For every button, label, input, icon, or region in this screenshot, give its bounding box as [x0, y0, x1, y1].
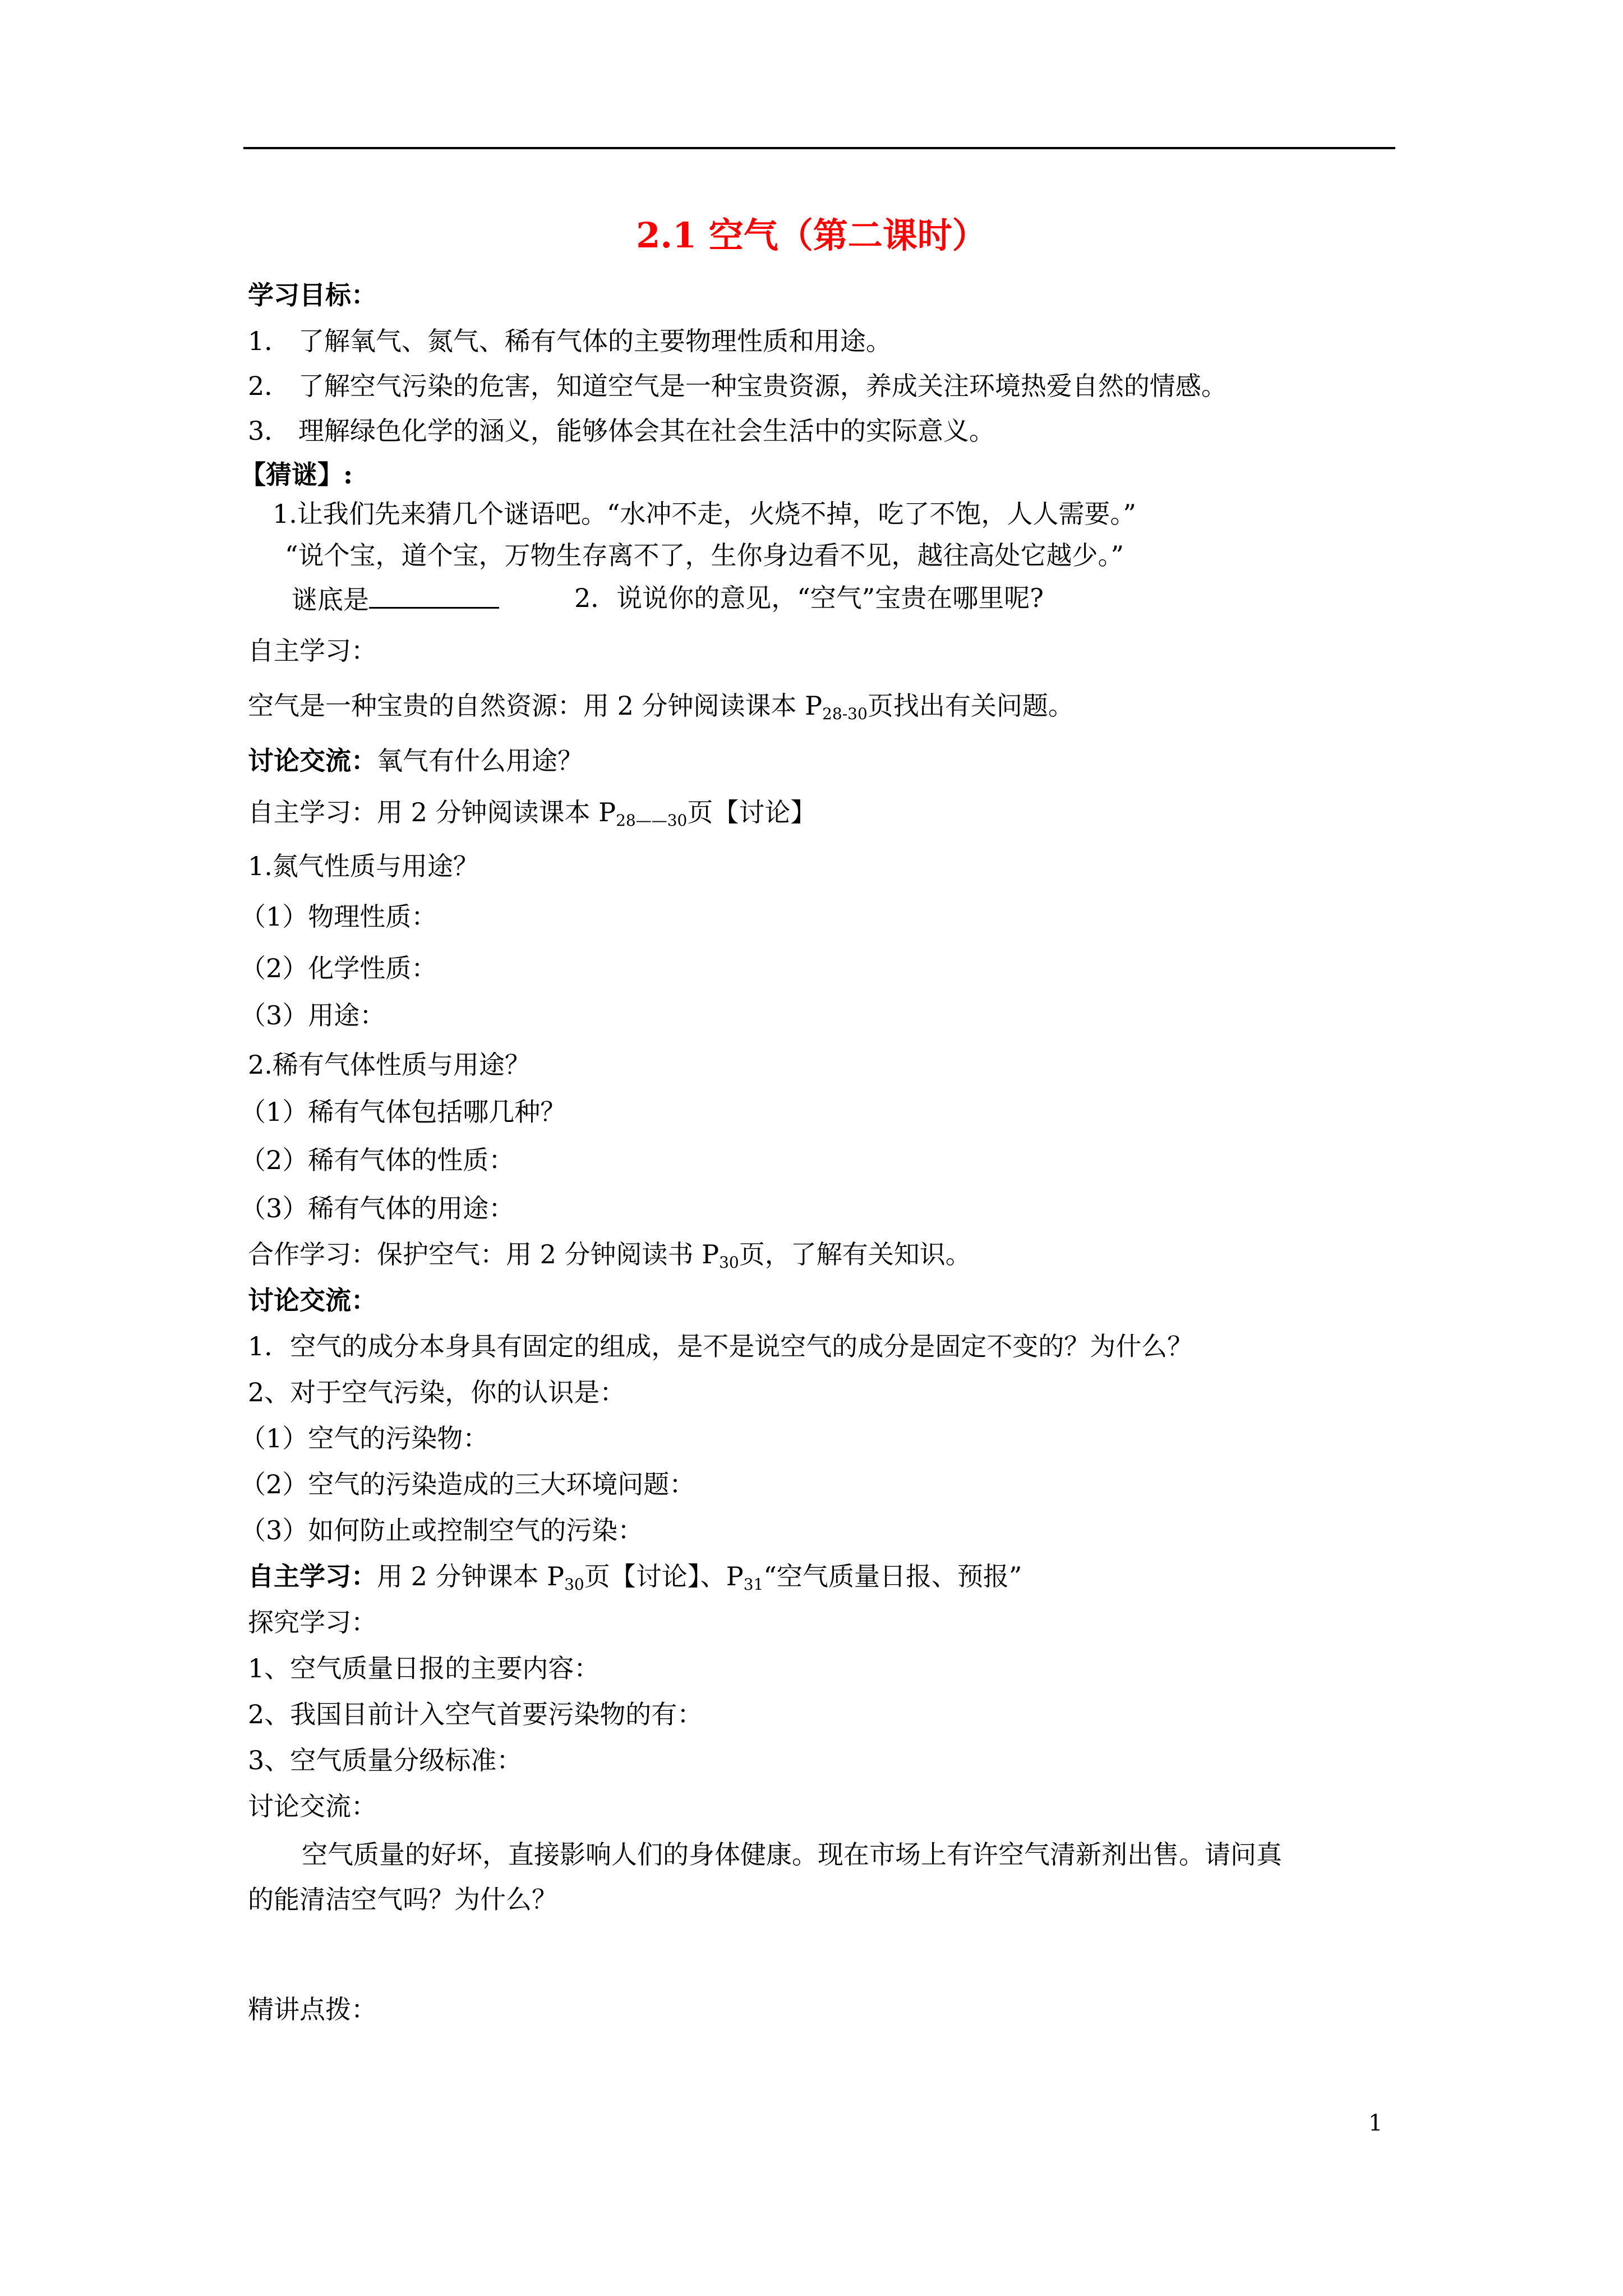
- self-study-2-text: 自主学习：用 2 分钟阅读课本 P: [248, 797, 616, 827]
- page-subscript: 30: [564, 1575, 584, 1594]
- discussion-3-paragraph-line-2: 的能清洁空气吗？为什么？: [248, 1884, 557, 1915]
- header-rule: [243, 147, 1395, 149]
- self-study-resource-text: 空气是一种宝贵的自然资源：用 2 分钟阅读课本 P: [248, 691, 823, 721]
- noble-gases-question: 2.稀有气体性质与用途？: [248, 1050, 531, 1080]
- cooperative-text: 合作学习：保护空气：用 2 分钟阅读书 P: [248, 1239, 720, 1269]
- page-subscript: 31: [743, 1575, 764, 1594]
- page-range-subscript: 28-30: [822, 705, 868, 723]
- noble-gases-item-2: （2）稀有气体的性质：: [240, 1145, 515, 1175]
- self-study-3-text-c: “空气质量日报、预报”: [763, 1561, 1022, 1591]
- self-study-3-label: 自主学习：: [248, 1561, 377, 1591]
- discussion-3-heading: 讨论交流：: [248, 1791, 377, 1821]
- objective-item-1: 1． 了解氧气、氮气、稀有气体的主要物理性质和用途。: [248, 326, 892, 356]
- self-study-2-suffix: 页【讨论】: [687, 797, 817, 827]
- objective-item-2: 2． 了解空气污染的危害，知道空气是一种宝贵资源，养成关注环境热爱自然的情感。: [248, 371, 1227, 401]
- discussion-2-question-2: 2、对于空气污染，你的认识是：: [248, 1377, 626, 1407]
- riddle-question-2: 2．说说你的意见，“空气”宝贵在哪里呢?: [574, 583, 1044, 613]
- noble-gases-item-3: （3）稀有气体的用途：: [240, 1193, 515, 1223]
- page-subscript: 30: [719, 1253, 739, 1272]
- document-title: 2.1 空气（第二课时）: [636, 215, 987, 256]
- self-study-3-line: [248, 1559, 1022, 1593]
- page-number: 1: [1368, 2110, 1383, 2136]
- cooperative-suffix: 页，了解有关知识。: [739, 1239, 971, 1269]
- objectives-heading: 学习目标：: [248, 280, 377, 310]
- riddle-answer-label: 谜底是: [292, 585, 369, 615]
- nitrogen-item-1: （1）物理性质：: [240, 901, 437, 932]
- noble-gases-item-1: （1）稀有气体包括哪几种？: [240, 1097, 566, 1127]
- nitrogen-question: 1.氮气性质与用途？: [248, 851, 479, 881]
- explore-item-3: 3、空气质量分级标准：: [248, 1745, 523, 1775]
- riddle-answer-blank: [369, 581, 499, 609]
- explore-item-2: 2、我国目前计入空气首要污染物的有：: [248, 1699, 703, 1729]
- pollution-item-2: （2）空气的污染造成的三大环境问题：: [240, 1469, 695, 1499]
- discussion-2-heading: 讨论交流：: [248, 1285, 377, 1315]
- discussion-oxygen-question: 氧气有什么用途？: [377, 746, 583, 776]
- self-study-3-text-b: 页【讨论】、P: [584, 1561, 744, 1591]
- self-study-resource-line: [248, 689, 1074, 723]
- self-study-discussion-line: [248, 795, 816, 829]
- riddle-line-1: 1.让我们先来猜几个谜语吧。“水冲不走，火烧不掉，吃了不饱，人人需要。”: [273, 499, 1136, 529]
- page-range-subscript: 28——30: [616, 811, 688, 830]
- key-points-heading: 精讲点拨：: [248, 1994, 377, 2024]
- discussion-label: 讨论交流：: [248, 746, 377, 776]
- objective-item-3: 3． 理解绿色化学的涵义，能够体会其在社会生活中的实际意义。: [248, 416, 995, 446]
- riddle-line-2: “说个宝，道个宝，万物生存离不了，生你身边看不见，越往高处它越少。”: [285, 540, 1124, 570]
- riddle-answer-row: [292, 581, 499, 616]
- pollution-item-3: （3）如何防止或控制空气的污染：: [240, 1515, 644, 1545]
- self-study-heading: 自主学习：: [248, 636, 377, 666]
- nitrogen-item-3: （3）用途：: [240, 1000, 386, 1030]
- riddle-heading: 【猜谜】:: [240, 459, 353, 490]
- nitrogen-item-2: （2）化学性质：: [240, 953, 437, 983]
- pollution-item-1: （1）空气的污染物：: [240, 1423, 489, 1453]
- cooperative-study-line: [248, 1237, 971, 1271]
- discussion-3-paragraph-line-1: 空气质量的好坏，直接影响人们的身体健康。现在市场上有许空气清新剂出售。请问真: [302, 1839, 1282, 1870]
- discussion-oxygen-line: [248, 744, 583, 777]
- self-study-3-text-a: 用 2 分钟课本 P: [377, 1561, 565, 1591]
- discussion-2-question-1: 1．空气的成分本身具有固定的组成，是不是说空气的成分是固定不变的？为什么？: [248, 1331, 1193, 1361]
- explore-item-1: 1、空气质量日报的主要内容：: [248, 1653, 600, 1683]
- explore-heading: 探究学习：: [248, 1607, 377, 1637]
- self-study-resource-suffix: 页找出有关问题。: [867, 691, 1074, 721]
